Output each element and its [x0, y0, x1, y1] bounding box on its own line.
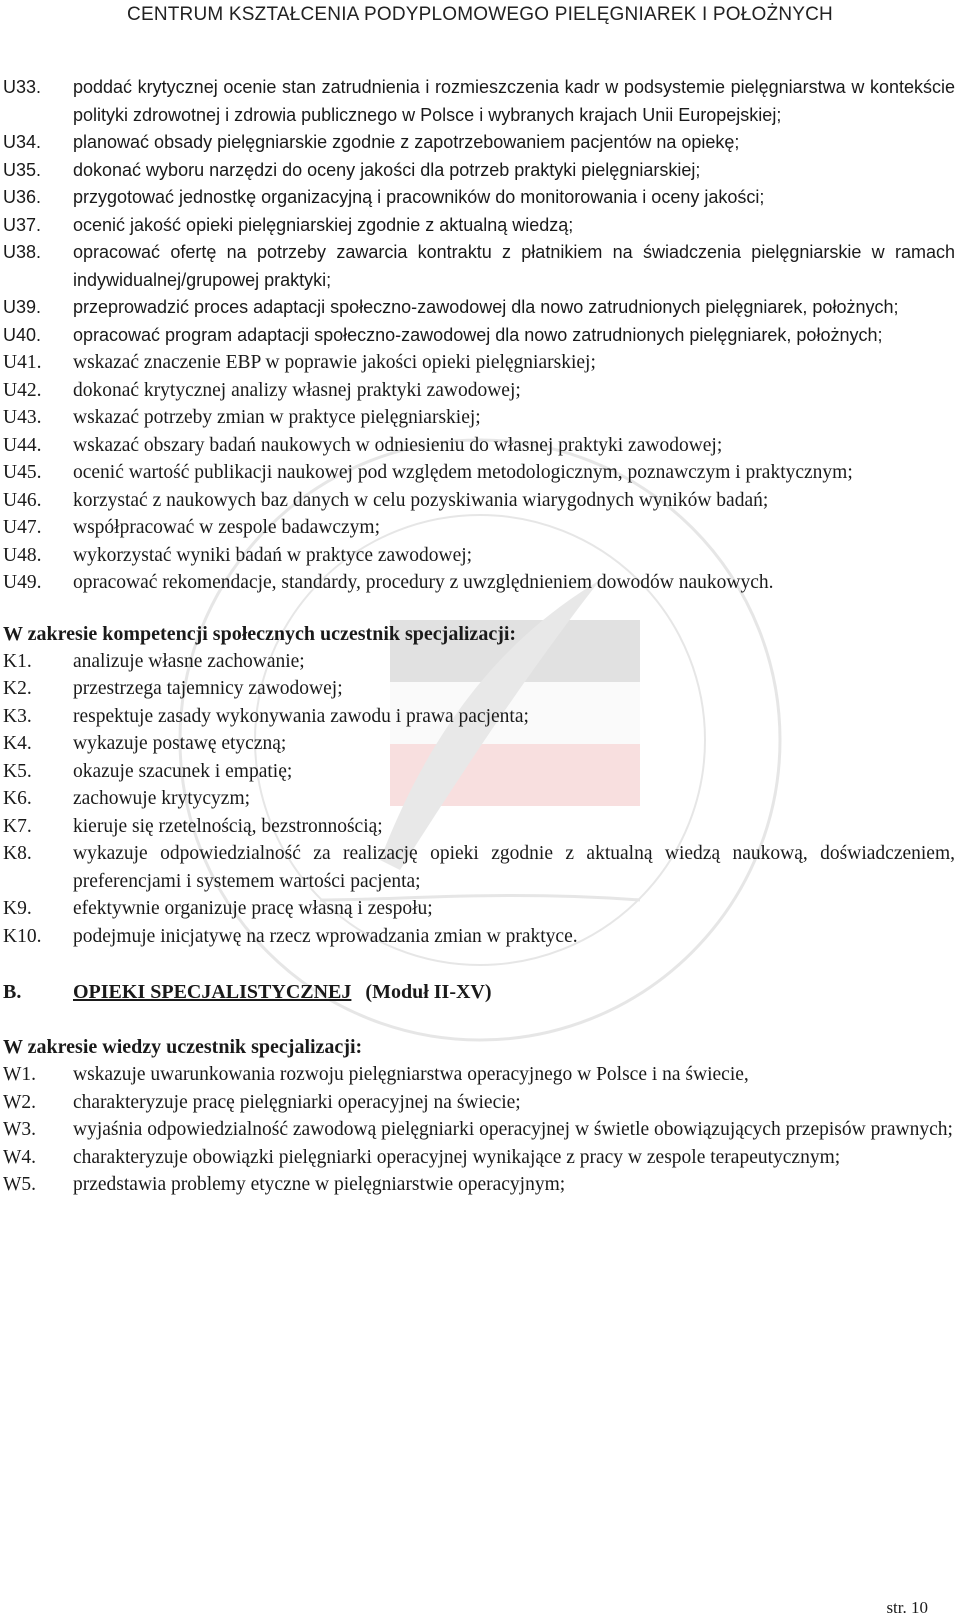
list-item [3, 1116, 955, 1144]
section-letter: B. [3, 981, 22, 1003]
list-item [3, 514, 955, 542]
item-code: U43. [3, 407, 42, 428]
list-item [3, 349, 955, 377]
item-code: U47. [3, 517, 42, 538]
competence-list [3, 648, 955, 951]
item-text: wykorzystać wyniki badań w praktyce zawodowej; [73, 544, 473, 566]
item-code: W5. [3, 1174, 37, 1195]
list-item [3, 923, 955, 951]
list-item [3, 542, 955, 570]
item-code: K6. [3, 788, 32, 809]
list-item [3, 703, 955, 731]
item-text: korzystać z naukowych baz danych w celu pozyskiwania wiarygodnych wyników badań; [73, 489, 769, 511]
section-b-heading [3, 978, 955, 1006]
item-text: opracować rekomendacje, standardy, procedury z uwzględnieniem dowodów naukowych. [73, 572, 774, 593]
item-code: K3. [3, 705, 32, 727]
item-code: U39. [3, 297, 42, 317]
item-text: przygotować jednostkę organizacyjną i pracowników do monitorowania i oceny jakości; [73, 187, 765, 207]
item-text: wykazuje odpowiedzialność za realizację opieki zgodnie z aktualną wiedzą naukową, doświadczeniem, preferencjami i systemem wartości pacjenta; [73, 843, 955, 892]
item-code: K10. [3, 925, 42, 947]
list-item [3, 459, 955, 487]
knowledge-heading: W zakresie wiedzy uczestnik specjalizacji: [3, 1036, 363, 1058]
item-code: U42. [3, 379, 42, 401]
item-code: K8. [3, 843, 32, 864]
list-item [3, 813, 955, 841]
list-item [3, 1089, 955, 1117]
list-item [3, 487, 955, 515]
page-header: CENTRUM KSZTAŁCENIA PODYPLOMOWEGO PIELĘGNIAREK I POŁOŻNYCH [127, 4, 833, 25]
item-text: kieruje się rzetelnością, bezstronnością; [73, 815, 383, 837]
skills-list [3, 74, 955, 597]
item-text: ocenić wartość publikacji naukowej pod względem metodologicznym, poznawczym i praktycznym; [73, 462, 853, 483]
item-code: W2. [3, 1091, 37, 1113]
competence-heading: W zakresie kompetencji społecznych uczestnik specjalizacji: [3, 622, 517, 645]
item-code: U35. [3, 159, 42, 180]
item-code: U38. [3, 242, 42, 262]
document-body [3, 74, 955, 1199]
item-code: U46. [3, 489, 42, 511]
item-text: dokonać wyboru narzędzi do oceny jakości dla potrzeb praktyki pielęgniarskiej; [73, 159, 701, 180]
item-code: U34. [3, 132, 42, 152]
list-item [3, 74, 955, 129]
item-code: K9. [3, 898, 32, 919]
list-item [3, 730, 955, 758]
list-item [3, 895, 955, 923]
item-text: okazuje szacunek i empatię; [73, 760, 293, 782]
list-item [3, 785, 955, 813]
item-code: W1. [3, 1064, 37, 1085]
list-item [3, 569, 955, 597]
item-text: charakteryzuje pracę pielęgniarki operacyjnej na świecie; [73, 1091, 521, 1113]
item-code: K7. [3, 815, 32, 837]
item-code: U41. [3, 352, 42, 373]
item-text: współpracować w zespole badawczym; [73, 517, 381, 538]
page-number: str. 10 [886, 1598, 928, 1617]
item-text: wskazać obszary badań naukowych w odniesieniu do własnej praktyki zawodowej; [73, 434, 723, 456]
item-code: U40. [3, 324, 42, 345]
item-code: K2. [3, 678, 32, 699]
item-text: wyjaśnia odpowiedzialność zawodową pielęgniarki operacyjnej w świetle obowiązujących przepisów prawnych; [73, 1119, 953, 1140]
item-text: opracować ofertę na potrzeby zawarcia kontraktu z płatnikiem na świadczenia pielęgniarskie w ramach indywidualnej/grupowej praktyki; [73, 242, 955, 290]
list-item [3, 322, 955, 350]
item-code: W4. [3, 1146, 37, 1168]
item-code: W3. [3, 1119, 37, 1140]
item-text: wskazuje uwarunkowania rozwoju pielęgniarstwa operacyjnego w Polsce i na świecie, [73, 1064, 749, 1085]
item-code: U33. [3, 77, 42, 97]
list-item [3, 129, 955, 157]
list-item [3, 432, 955, 460]
knowledge-list [3, 1061, 955, 1199]
list-item [3, 239, 955, 294]
item-code: U37. [3, 214, 42, 235]
item-text: analizuje własne zachowanie; [73, 650, 305, 672]
list-item [3, 1171, 955, 1199]
item-code: U48. [3, 544, 42, 566]
item-text: charakteryzuje obowiązki pielęgniarki operacyjnej wynikające z pracy w zespole terapeutycznym; [73, 1146, 841, 1168]
list-item [3, 157, 955, 185]
section-module: (Moduł II-XV) [365, 981, 492, 1003]
item-text: podejmuje inicjatywę na rzecz wprowadzania zmian w praktyce. [73, 925, 578, 947]
item-code: K4. [3, 733, 32, 754]
item-text: planować obsady pielęgniarskie zgodnie z zapotrzebowaniem pacjentów na opiekę; [73, 132, 740, 152]
list-item [3, 675, 955, 703]
item-code: K5. [3, 760, 32, 782]
list-item [3, 184, 955, 212]
item-text: wskazać znaczenie EBP w poprawie jakości opieki pielęgniarskiej; [73, 352, 596, 373]
item-text: poddać krytycznej ocenie stan zatrudnienia i rozmieszczenia kadr w podsystemie pielęgniarstwa w kontekście polityki zdrowotnej i zdrowia publicznego w Polsce i wybranych krajach Unii Europejskiej; [73, 77, 955, 125]
list-item [3, 1061, 955, 1089]
item-text: przestrzega tajemnicy zawodowej; [73, 678, 343, 699]
item-text: wskazać potrzeby zmian w praktyce pielęgniarskiej; [73, 407, 481, 428]
list-item [3, 758, 955, 786]
item-text: przeprowadzić proces adaptacji społeczno-zawodowej dla nowo zatrudnionych pielęgniarek, położnych; [73, 297, 899, 317]
item-text: ocenić jakość opieki pielęgniarskiej zgodnie z aktualną wiedzą; [73, 214, 574, 235]
list-item [3, 377, 955, 405]
item-text: dokonać krytycznej analizy własnej praktyki zawodowej; [73, 379, 521, 401]
item-code: U49. [3, 572, 42, 593]
item-text: wykazuje postawę etyczną; [73, 733, 287, 754]
list-item [3, 212, 955, 240]
list-item [3, 294, 955, 322]
list-item [3, 840, 955, 895]
item-text: respektuje zasady wykonywania zawodu i prawa pacjenta; [73, 705, 529, 727]
list-item [3, 404, 955, 432]
item-code: U44. [3, 434, 42, 456]
item-text: przedstawia problemy etyczne w pielęgniarstwie operacyjnym; [73, 1174, 566, 1195]
item-code: K1. [3, 650, 32, 672]
item-text: efektywnie organizuje pracę własną i zespołu; [73, 898, 433, 919]
list-item [3, 1144, 955, 1172]
item-text: zachowuje krytycyzm; [73, 788, 251, 809]
item-text: opracować program adaptacji społeczno-zawodowej dla nowo zatrudnionych pielęgniarek, położnych; [73, 324, 883, 345]
section-title: OPIEKI SPECJALISTYCZNEJ [73, 981, 352, 1003]
item-code: U36. [3, 187, 42, 207]
list-item [3, 648, 955, 676]
item-code: U45. [3, 462, 42, 483]
